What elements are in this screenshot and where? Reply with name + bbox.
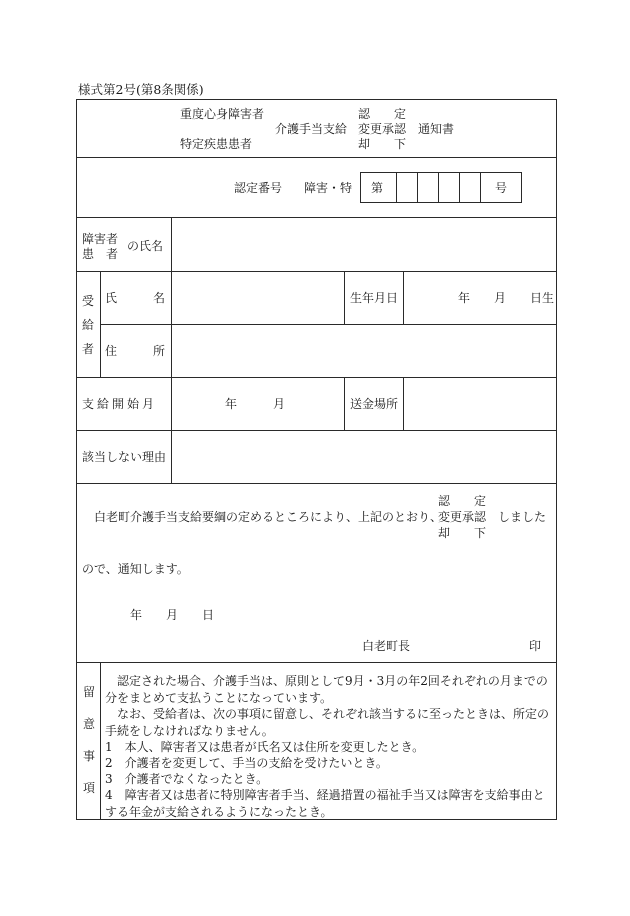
header-left-bottom: 特定疾患患者 (180, 137, 253, 151)
divider (76, 217, 557, 218)
notice-body-suffix: しました (498, 510, 547, 524)
recipient-dob-label: 生年月日 (350, 291, 399, 305)
column-divider (171, 217, 172, 483)
notice-option-reject: 却 下 (438, 526, 487, 540)
divider (100, 324, 557, 325)
header-middle: 介護手当支給 (275, 122, 348, 136)
remarks-para-1: 認定された場合、介護手当は、原則として9月・3月の年2回それぞれの月までの分をまとめて支払うことになっています。 (105, 674, 548, 705)
divider (76, 662, 557, 663)
divider (76, 483, 557, 484)
remarks-item: 2 介護者を変更して、手当の支給を受けたいとき。 (105, 756, 388, 770)
divider (76, 271, 557, 272)
remarks-item: 1 本人、障害者又は患者が氏名又は住所を変更したとき。 (105, 740, 425, 754)
notice-seal: 印 (529, 639, 542, 653)
divider (76, 377, 557, 378)
column-divider (100, 662, 101, 820)
header-option-change: 変更承認 (358, 122, 407, 136)
notice-issuer: 白老町長 (362, 639, 411, 653)
notice-body-continue: ので、通知します。 (82, 562, 189, 576)
notice-body-prefix: 白老町介護手当支給要綱の定めるところにより、上記のとおり、 (94, 510, 443, 524)
divider (76, 157, 557, 158)
patient-label-bottom: 患 者 (82, 247, 119, 261)
recipient-name-label: 氏 名 (105, 291, 166, 305)
patient-label-suffix: の氏名 (127, 239, 164, 253)
column-divider (344, 377, 345, 430)
remarks-para-2: なお、受給者は、次の事項に留意し、それぞれ該当するに至ったときは、所定の手続をしなければなりません。 (105, 707, 550, 738)
column-divider (403, 271, 404, 324)
cert-suffix: 号 (495, 181, 508, 195)
cert-cell-divider (417, 172, 418, 203)
recipient-group-char: 者 (82, 342, 95, 356)
remarks-label-char: 意 (83, 717, 96, 731)
recipient-group-char: 受 (82, 294, 95, 308)
remarks-item: 4 障害者又は患者に特別障害者手当、経過措置の福祉手当又は障害を支給事由とする年金が支給されるようになったとき。 (105, 788, 545, 819)
cert-type: 障害・特 (304, 181, 353, 195)
cert-prefix: 第 (371, 181, 384, 195)
payment-place-label: 送金場所 (350, 397, 399, 411)
remarks-label-char: 事 (83, 749, 96, 763)
form-number: 様式第2号(第8条関係) (78, 82, 204, 97)
header-option-reject: 却 下 (358, 137, 407, 151)
payment-label: 支給開始月 (82, 397, 158, 411)
column-divider (403, 377, 404, 430)
notice-option-approve: 認 定 (438, 494, 487, 508)
header-left-top: 重度心身障害者 (180, 107, 265, 121)
payment-value: 年 月 (225, 397, 286, 411)
reason-label: 該当しない理由 (82, 450, 167, 464)
recipient-dob-value: 年 月 日生 (458, 291, 555, 305)
remarks-item: 3 介護者でなくなったとき。 (105, 772, 269, 786)
notice-date: 年 月 日 (130, 608, 215, 622)
cert-cell-divider (459, 172, 460, 203)
column-divider (100, 271, 101, 377)
divider (76, 430, 557, 431)
cert-cell-divider (438, 172, 439, 203)
recipient-address-label: 住 所 (105, 344, 166, 358)
column-divider (344, 271, 345, 324)
recipient-group-char: 給 (82, 318, 95, 332)
patient-label-top: 障害者 (82, 232, 119, 246)
notice-option-change: 変更承認 (438, 510, 487, 524)
header-option-approve: 認 定 (358, 107, 407, 121)
cert-label: 認定番号 (234, 181, 283, 195)
cert-cell-divider (480, 172, 481, 203)
cert-cell-divider (396, 172, 397, 203)
header-doc-type: 通知書 (418, 122, 455, 136)
remarks-label-char: 留 (83, 685, 96, 699)
remarks-label-char: 項 (83, 781, 96, 795)
